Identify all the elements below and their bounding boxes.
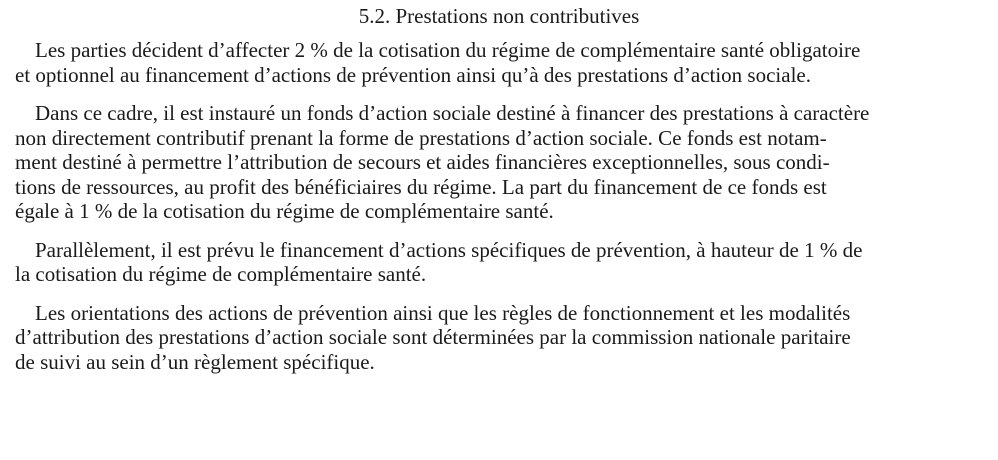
paragraph-line: Les parties décident d’affecter 2 % de la cotisation du régime de complémentaire santé obligatoire	[35, 38, 861, 62]
section-title: 5.2. Prestations non contributives	[358, 4, 640, 28]
paragraph-line: non directement contributif prenant la forme de prestations d’action sociale. Ce fonds est notam-	[15, 125, 827, 150]
paragraph-line: tions de ressources, au profit des bénéficiaires du régime. La part du financement de ce fonds est	[15, 174, 827, 199]
paragraph-3	[15, 238, 983, 287]
paragraph-2	[15, 101, 983, 224]
paragraph-line: Les orientations des actions de prévention ainsi que les règles de fonctionnement et les modalités	[35, 300, 851, 325]
paragraph-line: égale à 1 % de la cotisation du régime de complémentaire santé.	[15, 199, 554, 223]
paragraph-line: et optionnel au financement d’actions de prévention ainsi qu’à des prestations d’action sociale.	[15, 62, 811, 87]
paragraph-line: la cotisation du régime de complémentaire santé.	[15, 262, 427, 286]
paragraph-line: Parallèlement, il est prévu le financement d’actions spécifiques de prévention, à hauteur de 1 % de	[35, 237, 863, 262]
paragraph-line: ment destiné à permettre l’attribution de secours et aides financières exceptionnelles, sous condi-	[15, 150, 830, 174]
paragraph-4	[15, 301, 983, 375]
paragraph-line: de suivi au sein d’un règlement spécifique.	[15, 349, 375, 374]
paragraph-1	[15, 38, 983, 87]
paragraph-line: Dans ce cadre, il est instauré un fonds d’action sociale destiné à financer des prestations à caractère	[35, 101, 870, 125]
paragraph-line: d’attribution des prestations d’action sociale sont déterminées par la commission nationale paritaire	[15, 325, 851, 349]
